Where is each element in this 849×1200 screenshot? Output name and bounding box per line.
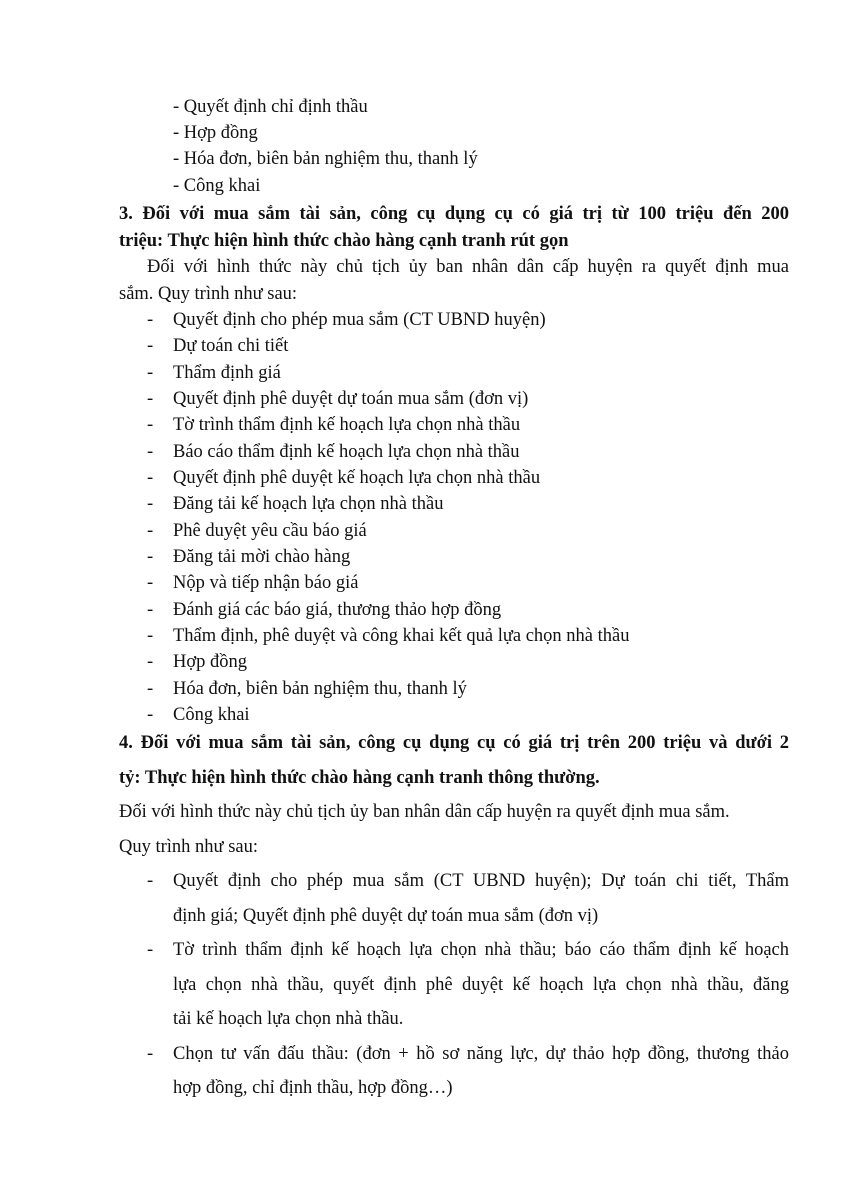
list-item-line: Quyết định cho phép mua sắm (CT UBND huyện); Dự toán chi tiết, Thẩm — [173, 871, 789, 891]
list-item-text: Đánh giá các báo giá, thương thảo hợp đồng — [173, 599, 502, 620]
list-item — [147, 570, 629, 596]
list-item — [147, 864, 789, 933]
list-dash: - — [147, 336, 154, 357]
list-item — [147, 649, 629, 675]
list-item-text: Quyết định cho phép mua sắm (CT UBND huyện) — [173, 310, 546, 330]
list-item-text: Nộp và tiếp nhận báo giá — [173, 573, 359, 594]
list-dash: - — [147, 1043, 154, 1064]
top-list — [173, 94, 478, 199]
section3-intro — [119, 254, 789, 308]
list-item — [147, 491, 629, 517]
list-dash: - — [147, 362, 154, 383]
list-item — [147, 676, 629, 702]
list-item — [147, 360, 629, 386]
list-dash: - — [147, 310, 154, 330]
list-item-text: Hóa đơn, biên bản nghiệm thu, thanh lý — [173, 678, 467, 699]
list-item: - Hợp đồng — [173, 123, 258, 144]
list-item-line: tải kế hoạch lựa chọn nhà thầu. — [173, 1009, 404, 1029]
list-dash: - — [147, 678, 154, 699]
section3-intro-line1: Đối với hình thức này chủ tịch ủy ban nhân dân cấp huyện ra quyết định mua — [147, 257, 789, 277]
section3-heading-line2: triệu: Thực hiện hình thức chào hàng cạnh tranh rút gọn — [119, 231, 569, 251]
list-item — [147, 412, 629, 438]
list-item-text: Phê duyệt yêu cầu báo giá — [173, 520, 367, 541]
list-item — [147, 307, 629, 333]
list-item-line: lựa chọn nhà thầu, quyết định phê duyệt kế hoạch lựa chọn nhà thầu, đăng — [173, 974, 789, 995]
list-dash: - — [147, 389, 154, 410]
list-item: - Công khai — [173, 175, 261, 196]
list-item-text: Thẩm định, phê duyệt và công khai kết quả lựa chọn nhà thầu — [173, 626, 630, 647]
section4-heading-line2: tỷ: Thực hiện hình thức chào hàng cạnh tranh thông thường. — [119, 767, 600, 788]
list-item — [147, 465, 629, 491]
list-dash: - — [147, 520, 154, 541]
list-item-text: Quyết định phê duyệt kế hoạch lựa chọn nhà thầu — [173, 468, 541, 489]
section4-intro — [119, 795, 789, 864]
section3-heading-line1: 3. Đối với mua sắm tài sản, công cụ dụng cụ có giá trị từ 100 triệu đến 200 — [119, 204, 789, 224]
section4-list — [147, 864, 789, 1106]
section4-intro-line1: Đối với hình thức này chủ tịch ủy ban nhân dân cấp huyện ra quyết định mua sắm. — [119, 802, 730, 822]
list-dash: - — [147, 573, 154, 594]
list-item-line: Chọn tư vấn đấu thầu: (đơn + hồ sơ năng lực, dự thảo hợp đồng, thương thảo — [173, 1043, 789, 1064]
list-item — [147, 702, 629, 728]
list-item — [147, 518, 629, 544]
list-item: - Hóa đơn, biên bản nghiệm thu, thanh lý — [173, 149, 478, 170]
list-dash: - — [147, 705, 154, 726]
list-dash: - — [147, 940, 154, 960]
list-item-text — [173, 933, 789, 1037]
list-dash: - — [147, 468, 154, 489]
list-item — [147, 333, 629, 359]
list-dash: - — [147, 871, 154, 891]
list-item-text: Dự toán chi tiết — [173, 336, 289, 357]
list-item: - Quyết định chỉ định thầu — [173, 97, 368, 117]
list-dash: - — [147, 494, 154, 515]
list-item — [147, 544, 629, 570]
list-item-text: Báo cáo thẩm định kế hoạch lựa chọn nhà thầu — [173, 441, 520, 462]
list-item-text — [173, 1037, 789, 1106]
list-dash: - — [147, 599, 154, 620]
list-item — [147, 1037, 789, 1106]
list-item-text: Quyết định phê duyệt dự toán mua sắm (đơn vị) — [173, 389, 529, 410]
section3-intro-line2: sắm. Quy trình như sau: — [119, 284, 298, 304]
list-item-text — [173, 864, 789, 933]
section3-heading — [119, 201, 789, 255]
list-dash: - — [147, 652, 154, 673]
list-dash: - — [147, 626, 154, 647]
list-item-line: định giá; Quyết định phê duyệt dự toán mua sắm (đơn vị) — [173, 905, 599, 926]
list-item — [147, 623, 629, 649]
list-item-text: Tờ trình thẩm định kế hoạch lựa chọn nhà thầu — [173, 415, 521, 436]
section4-intro-line2: Quy trình như sau: — [119, 836, 259, 857]
list-item — [147, 386, 629, 412]
list-item-text: Đăng tải kế hoạch lựa chọn nhà thầu — [173, 494, 444, 515]
list-item-text: Thẩm định giá — [173, 362, 281, 383]
section4-heading — [119, 726, 789, 795]
list-item-text: Đăng tải mời chào hàng — [173, 547, 351, 568]
list-dash: - — [147, 547, 154, 568]
list-item — [147, 933, 789, 1037]
list-item — [147, 597, 629, 623]
list-item — [147, 439, 629, 465]
list-item-line: hợp đồng, chỉ định thầu, hợp đồng…) — [173, 1078, 453, 1098]
list-dash: - — [147, 415, 154, 436]
section3-list — [147, 307, 629, 729]
section4-heading-line1: 4. Đối với mua sắm tài sản, công cụ dụng cụ có giá trị trên 200 triệu và dưới 2 — [119, 733, 789, 753]
list-dash: - — [147, 441, 154, 462]
list-item-text: Hợp đồng — [173, 652, 248, 673]
list-item-text: Công khai — [173, 705, 250, 726]
list-item-line: Tờ trình thẩm định kế hoạch lựa chọn nhà thầu; báo cáo thẩm định kế hoạch — [173, 940, 789, 960]
